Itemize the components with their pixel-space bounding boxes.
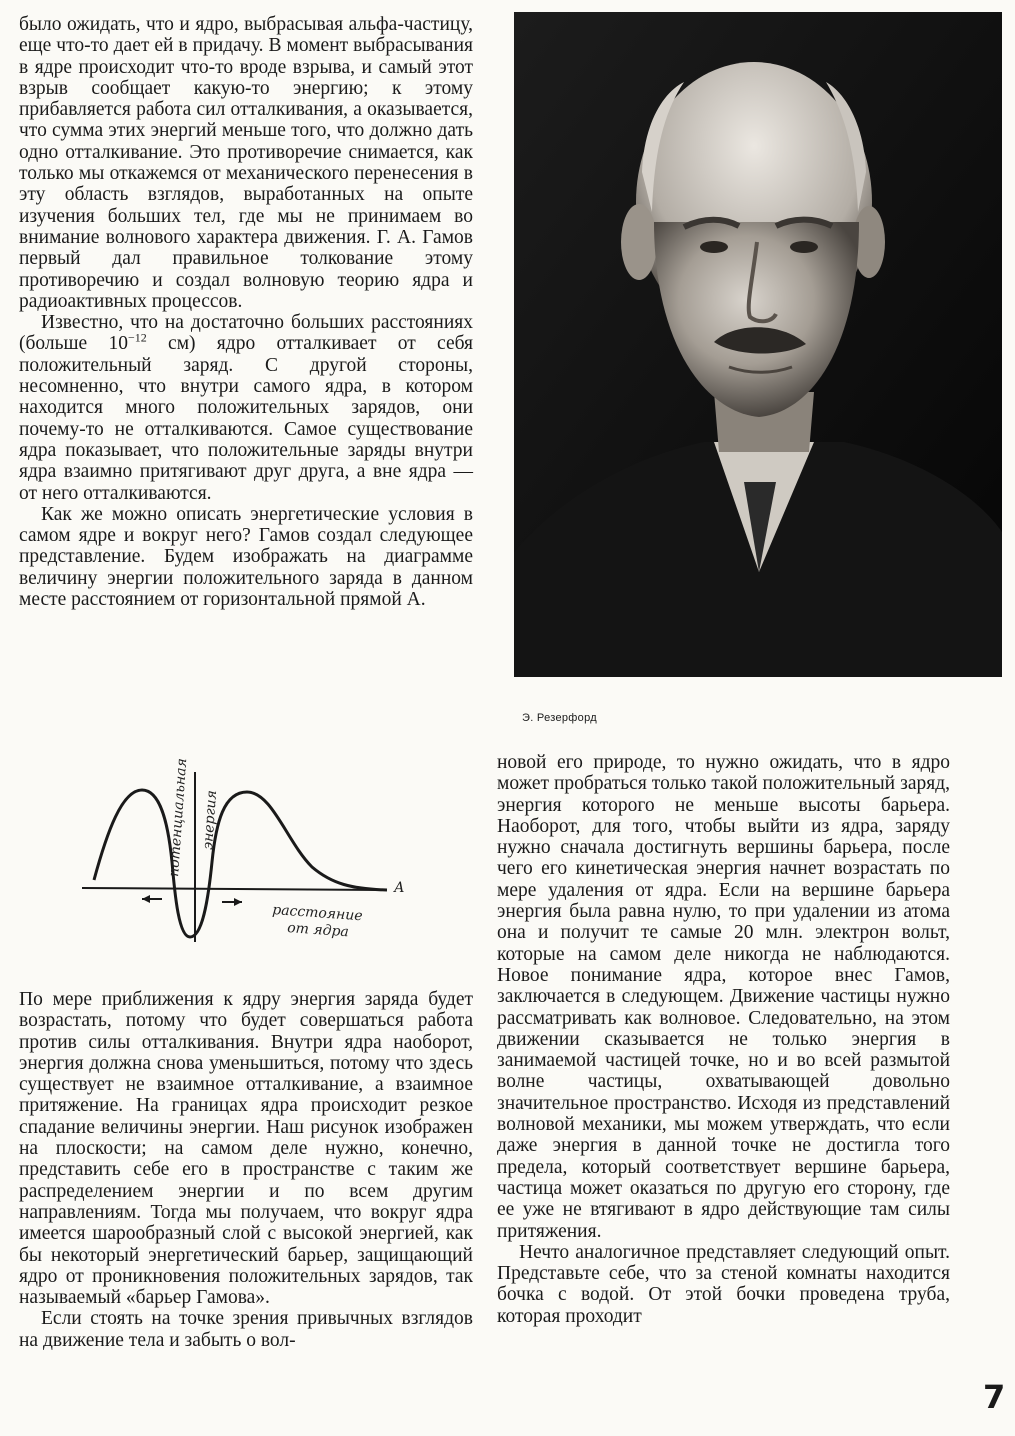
label-axis-a: А [394, 880, 405, 896]
text-column-right [497, 752, 950, 1327]
photo-caption: Э. Резерфорд [522, 712, 597, 724]
paragraph: новой его природе, то нужно ожидать, что в ядро может пробраться только такой положительный заряд, энергия которого не меньше высоты барьера. Наоборот, для того, чтобы выйти из ядра, заряду нужно сначала достигнуть вершины барьера, после чего его кинетическая энергия начнет возрастать по мере удаления от ядра. Если на вершине барьера энергия была равна нулю, то при удалении из атома она и получит те самые 20 млн. электрон вольт, которые на самом деле никогда не наблюдаются. Новое понимание ядра, которое внес Гамов, заключается в следующем. Движение частицы нужно рассматривать как волновое. Следовательно, на этом движении сказывается не только энергия в занимаемой частицей точке, но и во всей размытой волне частицы, охватывающей довольно значительное пространство. Исходя из представлений волновой механики, мы можем утверждать, что если даже энергия в данной точке не достигла того предела, который соответствует вершине барьера, частица может оказаться по другую его сторону, где ее уже не втягивают в ядро действующие там силы притяжения. [497, 752, 950, 1242]
portrait-photo [514, 12, 1002, 677]
text-column-left-bottom [19, 989, 473, 1351]
paragraph: По мере приближения к ядру энергия заряда будет возрастать, потому что будет совершаться работа против силы отталкивания. Внутри ядра наоборот, энергия должна снова уменьшиться, потому что здесь существует не взаимное отталкивание, а взаимное притяжение. На границах ядра происходит резкое спадание величины энергии. Наш рисунок изображен на плоскости; на самом деле нужно, конечно, представить себе его в пространстве с таким же распределением энергии и по всем другим направлениям. Тогда мы получаем, что вокруг ядра имеется шарообразный слой с высокой энергией, как бы некоторый энергетический барьер, защищающий ядро от проникновения положительных зарядов, так называемый «барьер Гамова». [19, 989, 473, 1309]
axis-line [82, 888, 387, 890]
paragraph: Известно, что на достаточно больших расстояниях (больше $10^{-12}$ см) ядро отталкивает от себя положительный заряд. С другой стороны, несомненно, что внутри самого ядра, в котором находится много положительных зарядов, они почему-то не отталкиваются. Самое существование ядра показывает, что положительные заряды внутри ядра взаимно притягивают друг друга, а вне ядра — от него отталкиваются. [19, 312, 474, 504]
arrow-left-head [142, 895, 150, 903]
text-column-left-top [19, 14, 473, 610]
paragraph: Нечто аналогичное представляет следующий опыт. Представьте себе, что за стеной комнаты находится бочка с водой. От этой бочки проведена труба, которая проходит [497, 1241, 950, 1327]
label-from-nucleus: от ядра [286, 920, 350, 941]
energy-barrier-diagram [82, 752, 412, 952]
label-distance: расстояние [271, 902, 364, 925]
page-number: 7 [983, 1378, 1006, 1416]
paragraph: было ожидать, что и ядро, выбрасывая альфа-частицу, еще что-то дает ей в придачу. В момент выбрасывания в ядре происходит что-то вроде взрыва, и самый этот взрыв сообщает какую-то энергию; к этому прибавляется работа сил отталкивания, а оказывается, что сумма этих энергий меньше того, что должно дать одно отталкивание. Это противоречие снимается, как только мы откажемся от механического перенесения в эту область взглядов, выработанных на опыте изучения больших тел, где мы не принимаем во внимание волнового характера движения. Г. А. Гамов первый дал правильное толкование этому противоречию и создал волновую теорию ядра и радиоактивных процессов. [19, 14, 473, 312]
paragraph: Если стоять на точке зрения привычных взглядов на движение тела и забыть о вол- [19, 1308, 473, 1351]
label-energy: энергия [200, 789, 221, 851]
arrow-right-head [234, 898, 242, 906]
label-potential: потенциальная [166, 757, 191, 878]
paragraph: Как же можно описать энергетические условия в самом ядре и вокруг него? Гамов создал следующее представление. Будем изображать на диаграмме величину энергии положительного заряда в данном месте расстоянием от горизонтальной прямой А. [19, 503, 473, 611]
exponent: −12 [127, 330, 147, 345]
